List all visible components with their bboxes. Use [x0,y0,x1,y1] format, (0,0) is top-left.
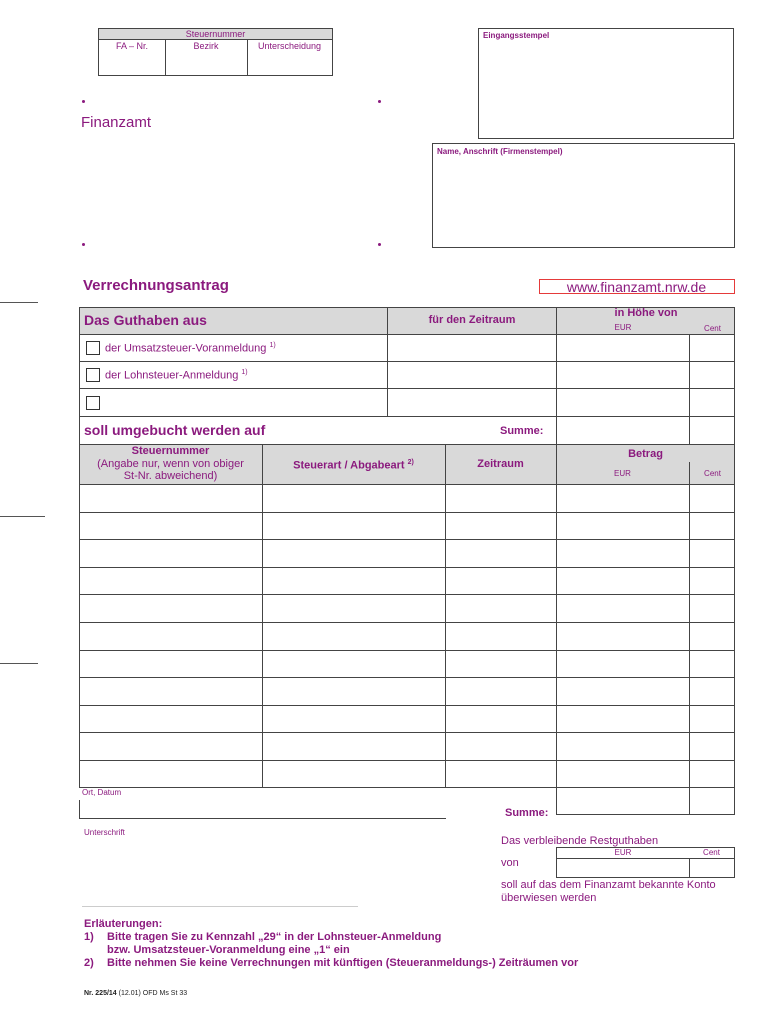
cent-cell[interactable] [691,486,734,510]
row-divider [79,650,735,651]
tax-type-cell[interactable] [264,762,444,786]
tax-number-cell[interactable] [81,624,261,648]
credit-period-field-3[interactable] [390,391,554,413]
remaining-from: von [501,857,519,869]
cent-cell[interactable] [691,707,734,731]
other-field[interactable] [105,395,383,413]
website-link[interactable]: www.finanzamt.nrw.de [566,279,707,295]
tax-type-cell[interactable] [264,734,444,758]
col-period: Zeitraum [477,458,524,470]
note1-number: 1) [84,931,94,943]
period-cell[interactable] [447,541,555,565]
vat-checkbox[interactable] [86,341,100,355]
tax-number-title: Steuernummer [185,29,246,39]
period-cell[interactable] [447,707,555,731]
name-address-box[interactable] [432,143,735,248]
tax-type-cell[interactable] [264,624,444,648]
receipt-stamp-box [478,28,734,139]
note1-line1: Bitte tragen Sie zu Kennzahl „29“ in der Lohnsteuer-Anmeldung [107,931,442,943]
corner-mark [378,243,381,246]
tax-type-cell[interactable] [264,679,444,703]
period-cell[interactable] [447,514,555,538]
transfer-sum-field[interactable] [556,788,735,815]
name-address-label: Name, Anschrift (Firmenstempel) [437,147,563,156]
cent-cell[interactable] [691,734,734,758]
fold-mark [0,663,38,664]
signature-label: Unterschrift [84,828,125,837]
fa-nr-field[interactable] [101,53,163,73]
cent-cell[interactable] [691,624,734,648]
period-cell[interactable] [447,652,555,676]
col-cent: Cent [704,469,721,478]
tax-number-cell[interactable] [81,486,261,510]
row-divider [79,760,735,761]
cent-label: Cent [704,324,721,333]
cent-cell[interactable] [691,596,734,620]
note2-line: Bitte nehmen Sie keine Verrechnungen mit künftigen (Steueranmeldungs-) Zeiträumen vor [107,957,579,969]
other-checkbox[interactable] [86,396,100,410]
signature-field[interactable] [82,840,358,904]
tax-office-label: Finanzamt [81,114,152,131]
tax-type-cell[interactable] [264,541,444,565]
district-label: Bezirk [193,41,219,51]
fold-mark [0,516,45,517]
website-box[interactable] [539,279,735,294]
row-divider [79,484,735,485]
tax-number-cell[interactable] [81,734,261,758]
eur-cell[interactable] [558,569,688,593]
period-cell[interactable] [447,486,555,510]
eur-label: EUR [614,323,632,332]
remaining-line1: Das verbleibende Restguthaben [501,835,659,847]
payroll-tax-label: der Lohnsteuer-Anmeldung $^{1)}$ [105,369,248,382]
col-tax-number-note1: (Angabe nur, wenn von obiger [97,458,244,470]
transfer-sum-label: Summe: [505,807,549,819]
row-divider [79,732,735,733]
place-date-field[interactable] [82,799,442,816]
eur-cell[interactable] [558,652,688,676]
note2-number: 2) [84,957,94,969]
tax-number-cell[interactable] [81,514,261,538]
eur-cell[interactable] [558,596,688,620]
row-divider [79,705,735,706]
eur-cell[interactable] [558,541,688,565]
credit-sum-field[interactable] [559,419,687,441]
row-divider [79,539,735,540]
period-cell[interactable] [447,596,555,620]
tax-type-cell[interactable] [264,596,444,620]
form-title: Verrechnungsantrag [83,277,229,294]
footer: Nr. 225/14 (12.01) OFD Ms St 33 [84,990,188,997]
vat-label: der Umsatzsteuer-Voranmeldung $^{1)}$ [105,342,276,355]
cent-cell[interactable] [691,569,734,593]
amount-header: in Höhe von [614,307,678,319]
corner-mark [82,243,85,246]
eur-cell[interactable] [558,624,688,648]
tax-number-box [98,28,333,76]
cent-cell[interactable] [691,652,734,676]
tax-number-cell[interactable] [81,679,261,703]
cent-cell[interactable] [691,762,734,786]
col-amount: Betrag [628,448,663,460]
row-divider [79,567,735,568]
distinction-label: Unterscheidung [257,41,322,51]
row-divider [79,512,735,513]
row-divider [79,677,735,678]
district-field[interactable] [167,53,245,73]
period-cell[interactable] [447,734,555,758]
credit-heading: Das Guthaben aus [84,312,207,328]
tax-number-cell[interactable] [81,762,261,786]
notes-heading: Erläuterungen: [84,918,163,930]
distinction-field[interactable] [249,53,330,73]
row-divider [79,594,735,595]
note1-line2: bzw. Umsatzsteuer-Voranmeldung eine „1“ ein [107,944,350,956]
corner-mark [82,100,85,103]
receipt-stamp-label: Eingangsstempel [483,31,550,40]
remaining-eur: EUR [614,848,632,857]
tax-type-cell[interactable] [264,652,444,676]
remaining-line3: überwiesen werden [501,892,597,904]
eur-cell[interactable] [558,734,688,758]
period-cell[interactable] [447,624,555,648]
credit-period-field-2[interactable] [390,364,554,386]
period-cell[interactable] [447,679,555,703]
credit-period-field-1[interactable] [390,337,554,359]
col-tax-type: Steuerart / Abgabeart $^{2)}$ [293,459,414,472]
tax-number-cell[interactable] [81,707,261,731]
eur-cell[interactable] [558,486,688,510]
col-tax-number-note2: St-Nr. abweichend) [123,470,218,482]
remaining-cent: Cent [703,848,720,857]
col-tax-number: Steuernummer [131,445,210,457]
col-eur: EUR [614,469,631,478]
row-divider [79,622,735,623]
tax-type-cell[interactable] [264,569,444,593]
cent-cell[interactable] [691,679,734,703]
fa-nr-label: FA – Nr. [115,41,148,51]
transfer-heading: soll umgebucht werden auf [84,422,266,438]
credit-sum-label: Summe: [500,425,544,437]
tax-number-cell[interactable] [81,569,261,593]
tax-type-cell[interactable] [264,486,444,510]
payroll-tax-checkbox[interactable] [86,368,100,382]
corner-mark [378,100,381,103]
eur-cell[interactable] [558,514,688,538]
eur-cell[interactable] [558,762,688,786]
fold-mark [0,302,38,303]
remaining-amount-field[interactable] [556,847,735,878]
tax-number-cell[interactable] [81,541,261,565]
cent-cell[interactable] [691,541,734,565]
tax-number-cell[interactable] [81,652,261,676]
period-cell[interactable] [447,762,555,786]
place-date-label: Ort, Datum [82,788,122,797]
period-header: für den Zeitraum [428,314,516,326]
eur-cell[interactable] [558,679,688,703]
period-cell[interactable] [447,569,555,593]
tax-type-cell[interactable] [264,707,444,731]
eur-cell[interactable] [558,707,688,731]
tax-type-cell[interactable] [264,514,444,538]
tax-number-cell[interactable] [81,596,261,620]
cent-cell[interactable] [691,514,734,538]
remaining-line2: soll auf das dem Finanzamt bekannte Konto [501,879,716,891]
